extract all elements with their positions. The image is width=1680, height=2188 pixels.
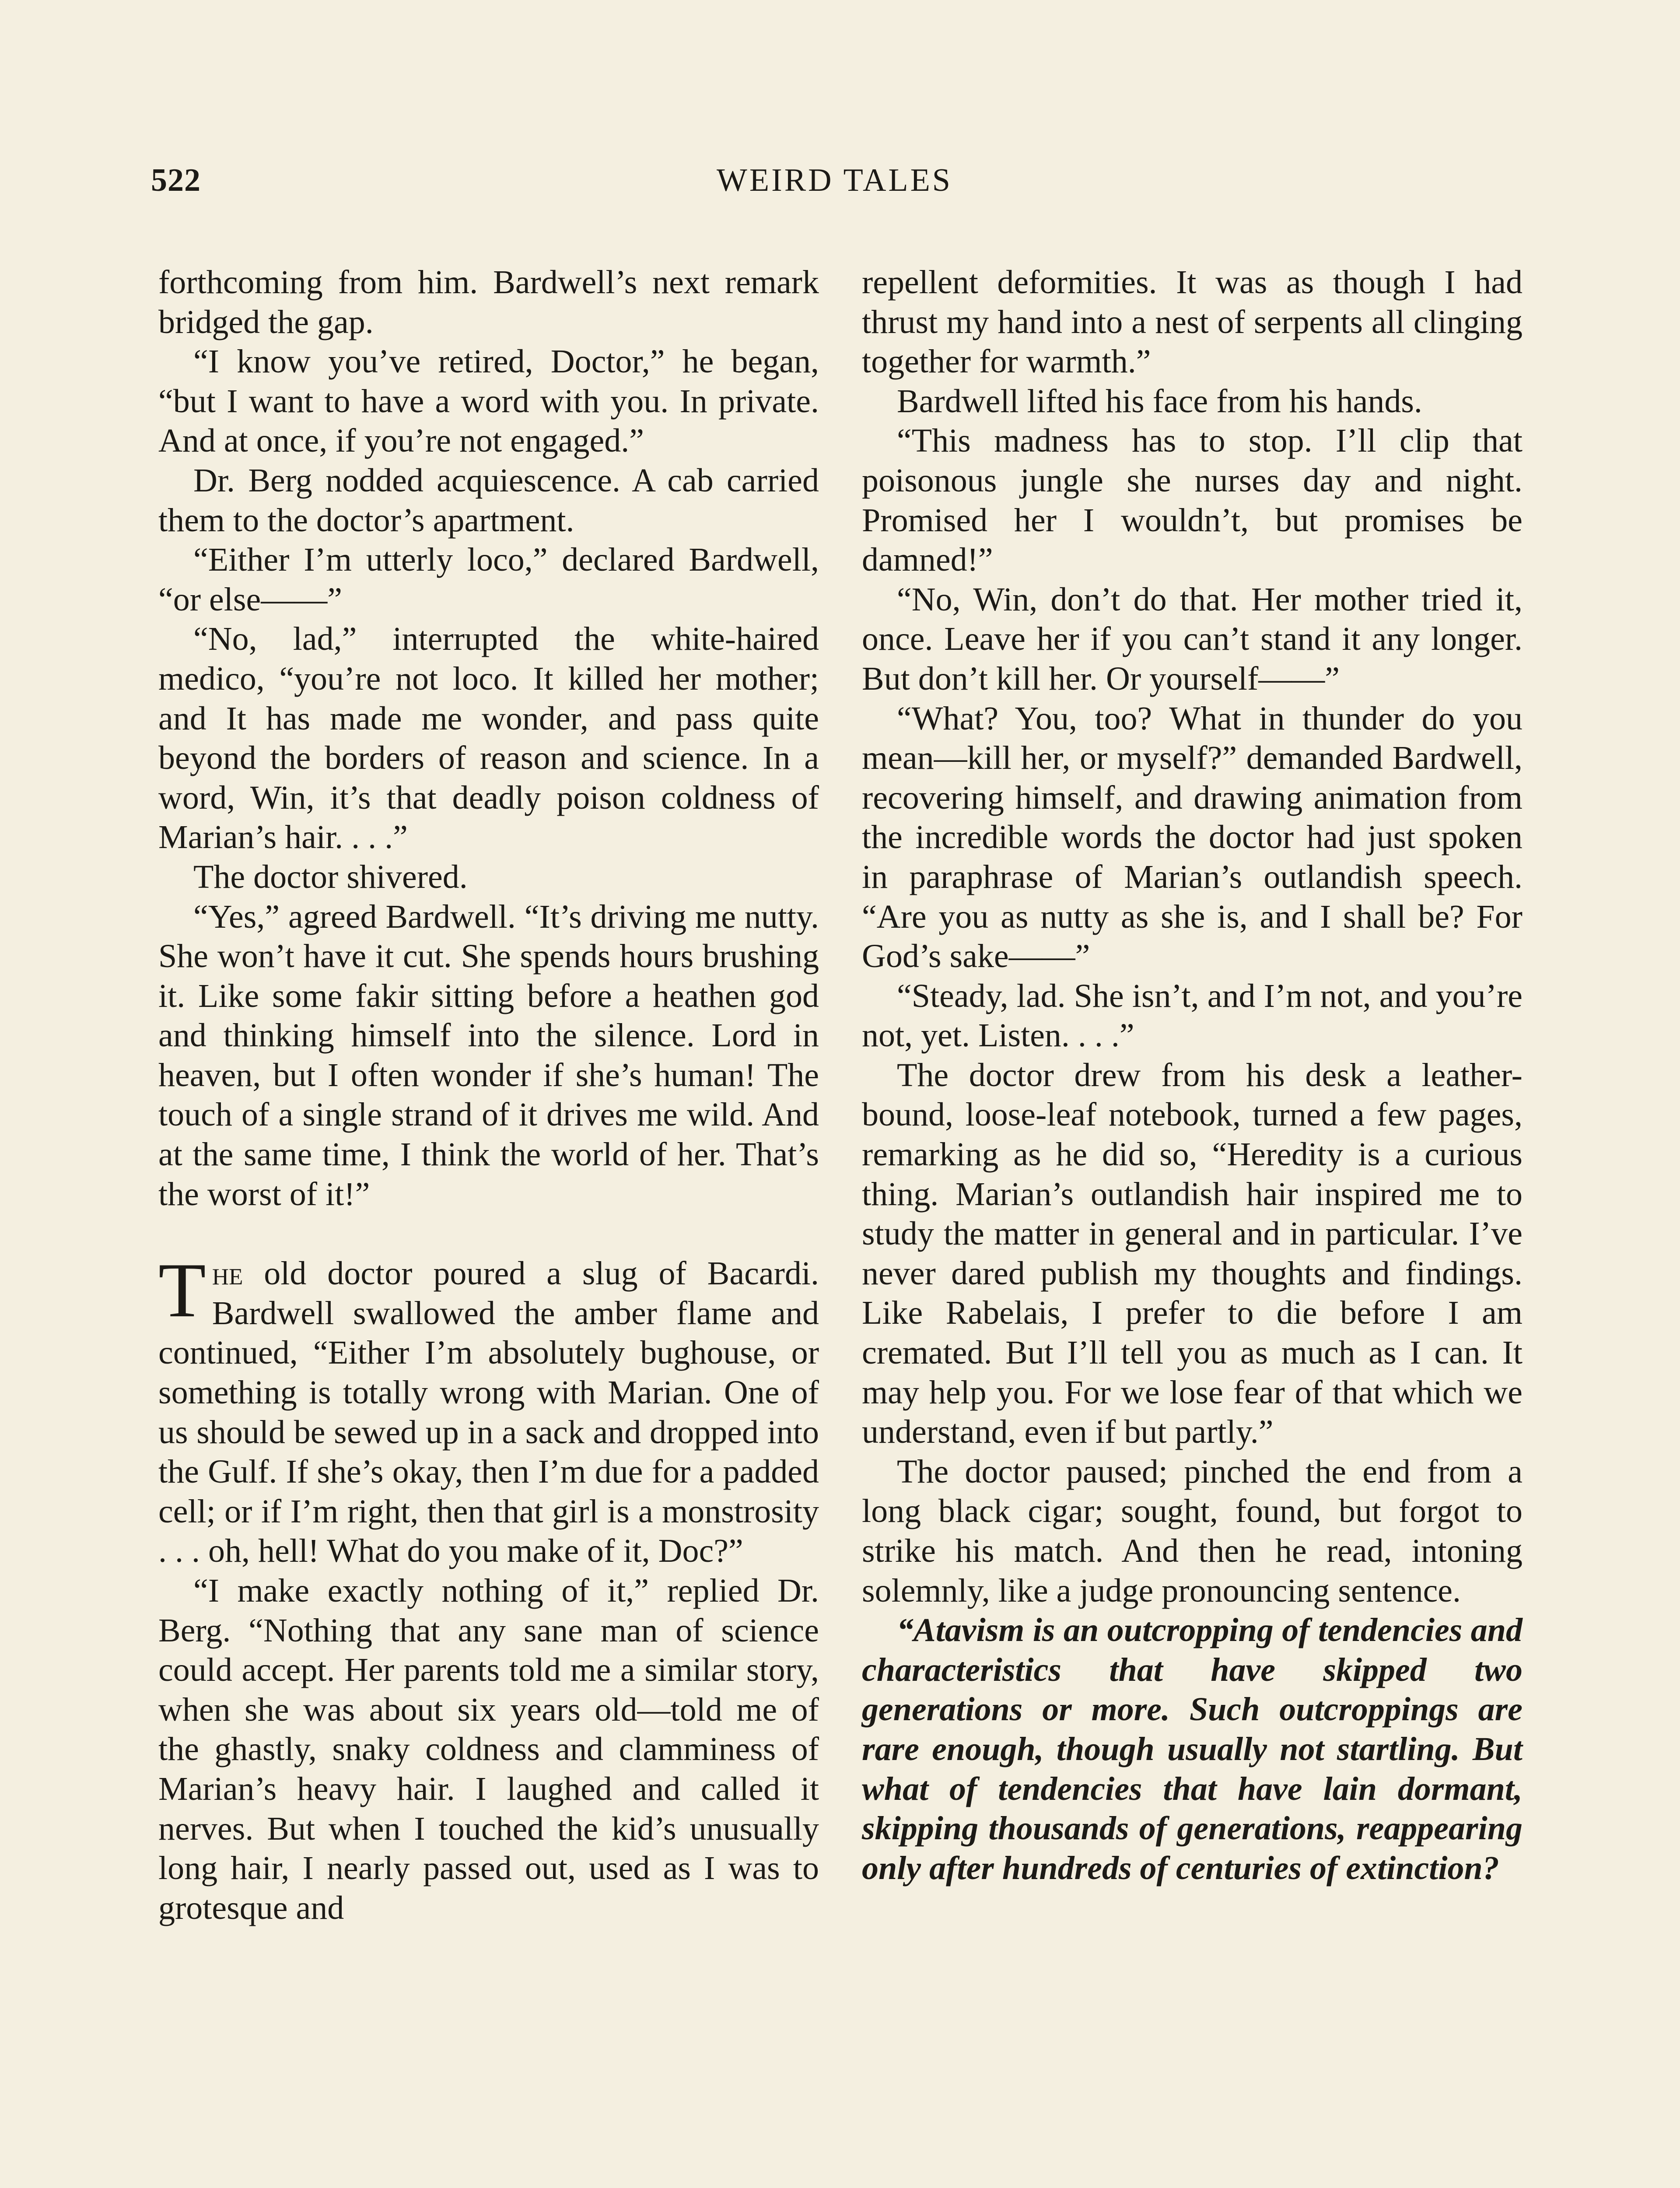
- paragraph: “This madness has to stop. I’ll clip that poisonous jungle she nurses day and night. Promised her I wouldn’t, but promises be damned!”: [862, 422, 1522, 579]
- paragraph: “No, Win, don’t do that. Her mother tried it, once. Leave her if you can’t stand it any longer. But don’t kill her. Or yourself——”: [862, 581, 1522, 697]
- page-header: [151, 162, 1518, 210]
- left-text-column: [158, 263, 819, 1928]
- right-text-column: [862, 263, 1522, 1888]
- section-paragraph: [158, 1247, 819, 1571]
- paragraph: “I make exactly nothing of it,” replied Dr. Berg. “Nothing that any sane man of science could accept. Her parents told me a similar story, when she was about six years old—told me of the ghastly, snaky coldness and clamminess of Marian’s heavy hair. I laughed and called it nerves. But when I touched the kid’s unusually long hair, I nearly passed out, used as I was to grotesque and: [158, 1572, 819, 1926]
- page-number: 522: [151, 162, 201, 198]
- small-caps-lead: he: [212, 1255, 243, 1292]
- paragraph: “Either I’m utterly loco,” declared Bardwell, “or else——”: [158, 541, 819, 618]
- paragraph-text: old doctor poured a slug of Bacardi. Bardwell swallowed the amber flame and continued, “Either I’m absolutely bughouse, or something is totally wrong with Marian. One of us should be sewed up in a sack and dropped into the Gulf. If she’s okay, then I’m due for a padded cell; or if I’m right, then that girl is a monstrosity . . . oh, hell! What do you make of it, Doc?”: [158, 1255, 819, 1570]
- paragraph: “Yes,” agreed Bardwell. “It’s driving me nutty. She won’t have it cut. She spends hours brushing it. Like some fakir sitting before a heathen god and thinking himself into the silence. Lord in heaven, but I often wonder if she’s human! The touch of a single strand of it drives me wild. And at the same time, I think the world of her. That’s the worst of it!”: [158, 898, 819, 1213]
- paragraph: forthcoming from him. Bardwell’s next remark bridged the gap.: [158, 264, 819, 340]
- paragraph: “What? You, too? What in thunder do you mean—kill her, or myself?” demanded Bardwell, recovering himself, and drawing animation from the incredible words the doctor had just spoken in paraphrase of Marian’s outlandish speech. “Are you as nutty as she is, and I shall be? For God’s sake——”: [862, 700, 1522, 975]
- paragraph: “I know you’ve retired, Doctor,” he began, “but I want to have a word with you. In private. And at once, if you’re not engaged.”: [158, 343, 819, 459]
- paragraph: Bardwell lifted his face from his hands.: [897, 382, 1422, 420]
- paragraph: “Steady, lad. She isn’t, and I’m not, and you’re not, yet. Listen. . . .”: [862, 977, 1522, 1054]
- quoted-passage: “Atavism is an outcropping of tendencies and characteristics that have skipped two generations or more. Such outcroppings are rare enough, though usually not startling. But what of tendencies that have lain dormant, skipping thousands of generations, reappearing only after hundreds of centuries of extinction?: [862, 1612, 1522, 1886]
- paragraph: “No, lad,” interrupted the white-haired medico, “you’re not loco. It killed her mother; and It has made me wonder, and pass quite beyond the borders of reason and science. In a word, Win, it’s that deadly poison coldness of Marian’s hair. . . .”: [158, 621, 819, 856]
- paragraph: The doctor drew from his desk a leather-bound, loose-leaf notebook, turned a few pages, remarking as he did so, “Heredity is a curious thing. Marian’s outlandish hair inspired me to study the matter in general and in particular. I’ve never dared publish my thoughts and findings. Like Rabelais, I prefer to die before I am cremated. But I’ll tell you as much as I can. It may help you. For we lose fear of that which we understand, even if but partly.”: [862, 1056, 1522, 1451]
- paragraph: Dr. Berg nodded acquiescence. A cab carried them to the doctor’s apartment.: [158, 462, 819, 539]
- paragraph: repellent deformities. It was as though I had thrust my hand into a nest of serpents all clinging together for warmth.”: [862, 264, 1522, 380]
- running-head-title: WEIRD TALES: [717, 162, 952, 198]
- paragraph: The doctor shivered.: [193, 858, 468, 895]
- paragraph: The doctor paused; pinched the end from a long black cigar; sought, found, but forgot to strike his match. And then he read, intoning solemnly, like a judge pronouncing sentence.: [862, 1453, 1522, 1609]
- drop-cap: T: [158, 1247, 206, 1334]
